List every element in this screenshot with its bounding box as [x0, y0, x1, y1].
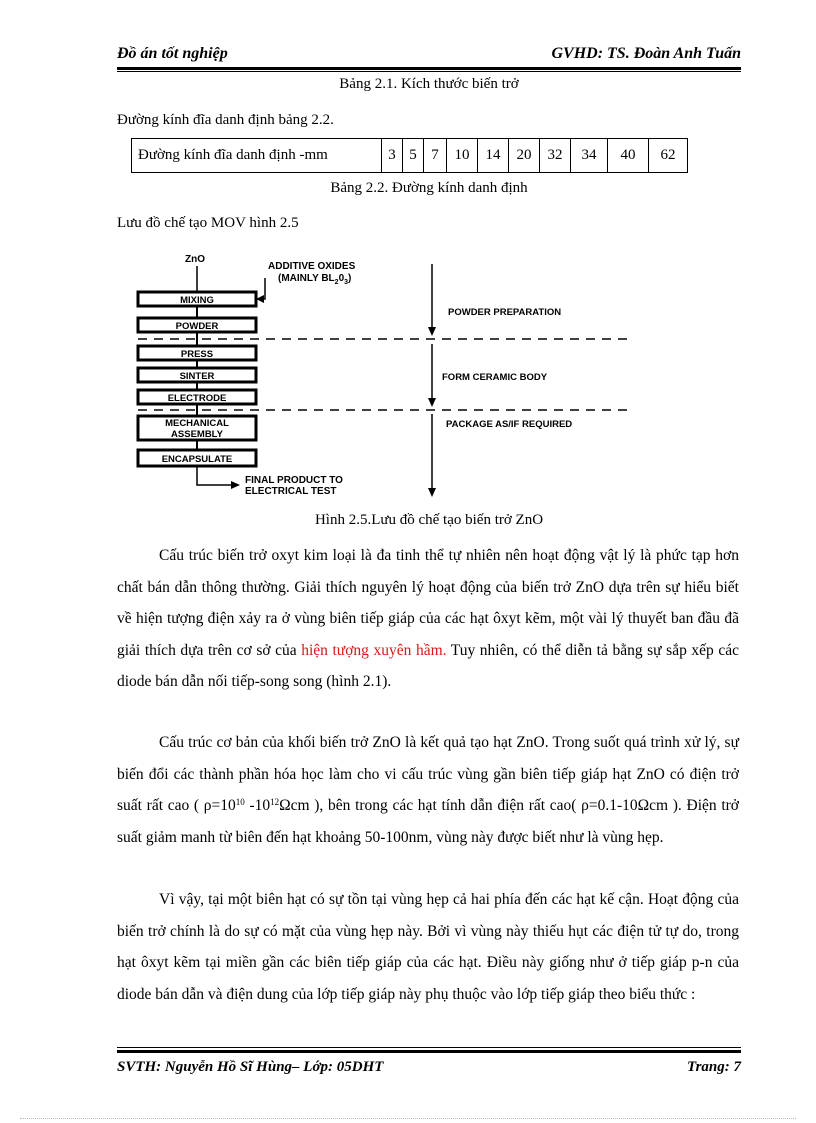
header-advisor: GVHD: TS. Đoàn Anh Tuấn	[551, 45, 741, 62]
step-press-label: PRESS	[180, 349, 214, 360]
step-electrode-label: ELECTRODE	[167, 393, 227, 404]
caption-table-2-2: Bảng 2.2. Đường kính danh định	[330, 180, 528, 196]
table-cell: 5	[403, 139, 424, 173]
stage-label-form-ceramic-body: FORM CERAMIC BODY	[442, 372, 548, 383]
stage-label-package: PACKAGE AS/IF REQUIRED	[446, 419, 573, 430]
table-label-cell: Đường kính đĩa danh định -mm	[132, 139, 382, 173]
page-header	[117, 45, 741, 67]
intro-table-2-2: Đường kính đĩa danh định bảng 2.2.	[117, 112, 334, 128]
paragraph-1-text-b: Tuy nhiên, có thể diễn tả bằng sự sắp xếp các diode bán dẫn nối tiếp-song song (hình 2.1).	[117, 641, 739, 690]
stage-arrow-head-2	[428, 398, 436, 407]
paragraph-1-text-a: Cấu trúc biến trở oxyt kim loại là đa tinh thể tự nhiên nên hoạt động vật lý là phức tạp hơn chất bán dẫn thông thường. Giải thích nguyên lý hoạt động của biến trở ZnO dựa trên sự hiểu biết về hiện tượng điện xảy ra ở vùng biên tiếp giáp của các hạt ôxyt kẽm, một vài lý thuyết ban đầu đã giải thích dựa trên cơ sở của	[117, 547, 739, 659]
exponent-12: 12	[270, 797, 280, 807]
table-cell: 34	[571, 139, 608, 173]
page-bottom-dotted-edge	[20, 1118, 796, 1119]
step-mechanical-label: MECHANICAL	[165, 418, 229, 429]
step-sinter-label: SINTER	[179, 371, 215, 382]
table-cell: 3	[382, 139, 403, 173]
stage-arrow-head-1	[428, 327, 436, 336]
final-label-2: ELECTRICAL TEST	[245, 486, 337, 497]
header-title: Đồ án tốt nghiệp	[117, 45, 228, 62]
mov-flowchart	[130, 252, 640, 500]
stage-arrow-head-3	[428, 488, 436, 497]
paragraph-2-text-c: Ωcm ), bên trong các hạt tính dẫn điện rất cao( ρ=0.1-10Ωcm ). Điện trở suất giảm manh từ biên đến hạt khoảng 50-100nm, vùng này được biết như là vùng hẹp.	[117, 797, 739, 846]
tunneling-link-text: hiện tượng xuyên hầm.	[301, 641, 447, 659]
table-cell: 10	[447, 139, 478, 173]
header-rule-thick	[117, 67, 741, 70]
caption-table-2-1: Bảng 2.1. Kích thước biến trở	[339, 76, 519, 92]
stage-label-powder-preparation: POWDER PREPARATION	[448, 307, 562, 318]
footer-rule-thin	[117, 1047, 741, 1048]
additive-label-2: (MAINLY $BL_20_3$)	[278, 273, 352, 286]
footer-rule-thick	[117, 1050, 741, 1053]
paragraph-1	[117, 540, 739, 698]
final-arrow-line	[197, 466, 232, 485]
paragraph-2-text-b: -10	[244, 797, 271, 814]
table-cell: 14	[478, 139, 509, 173]
table-cell: 32	[540, 139, 571, 173]
table-cell: 7	[424, 139, 447, 173]
step-encapsulate-label: ENCAPSULATE	[161, 454, 233, 465]
step-assembly-label: ASSEMBLY	[171, 429, 223, 440]
table-cell: 20	[509, 139, 540, 173]
paragraph-3: Vì vậy, tại một biên hạt có sự tồn tại vùng hẹp cả hai phía đến các hạt kế cận. Hoạt động của biến trở chính là do sự có mặt của vùng hẹp này. Bởi vì vùng này thiếu hụt các điện tử tự do, trong hạt ôxyt kẽm tại miền gần các biên tiếp giáp của các hạt. Điều này giống như ở tiếp giáp p-n của diode bán dẫn và điện dung của lớp tiếp giáp này phụ thuộc vào lớp tiếp giáp theo biểu thức :	[117, 891, 739, 1003]
exponent-10: 10	[235, 797, 245, 807]
table-cell: 62	[649, 139, 688, 173]
zno-label: ZnO	[185, 254, 205, 265]
paragraph-2	[117, 727, 739, 853]
footer-student: SVTH: Nguyễn Hồ Sĩ Hùng– Lớp: 05DHT	[117, 1059, 384, 1075]
page-number: Trang: 7	[686, 1059, 741, 1075]
step-mixing-label: MIXING	[180, 295, 214, 306]
step-powder-label: POWDER	[175, 321, 219, 332]
table-cell: 40	[608, 139, 649, 173]
paragraph-2-text-a: Cấu trúc cơ bản của khối biến trở ZnO là kết quả tạo hạt ZnO. Trong suốt quá trình xử lý, sự biến đổi các thành phần hóa học làm cho vi cấu trúc vùng gần biên tiếp giáp hạt ZnO có điện trở suất rất cao ( ρ=10	[117, 734, 739, 814]
intro-figure-2-5: Lưu đồ chế tạo MOV hình 2.5	[117, 215, 299, 231]
additive-label-1: ADDITIVE OXIDES	[268, 261, 356, 272]
final-arrow-head	[231, 481, 240, 489]
diameter-table	[131, 138, 688, 173]
header-rule-thin	[117, 71, 741, 72]
caption-figure-2-5: Hình 2.5.Lưu đồ chế tạo biến trở ZnO	[314, 512, 544, 528]
final-label-1: FINAL PRODUCT TO	[245, 475, 343, 486]
table-row	[132, 139, 688, 173]
